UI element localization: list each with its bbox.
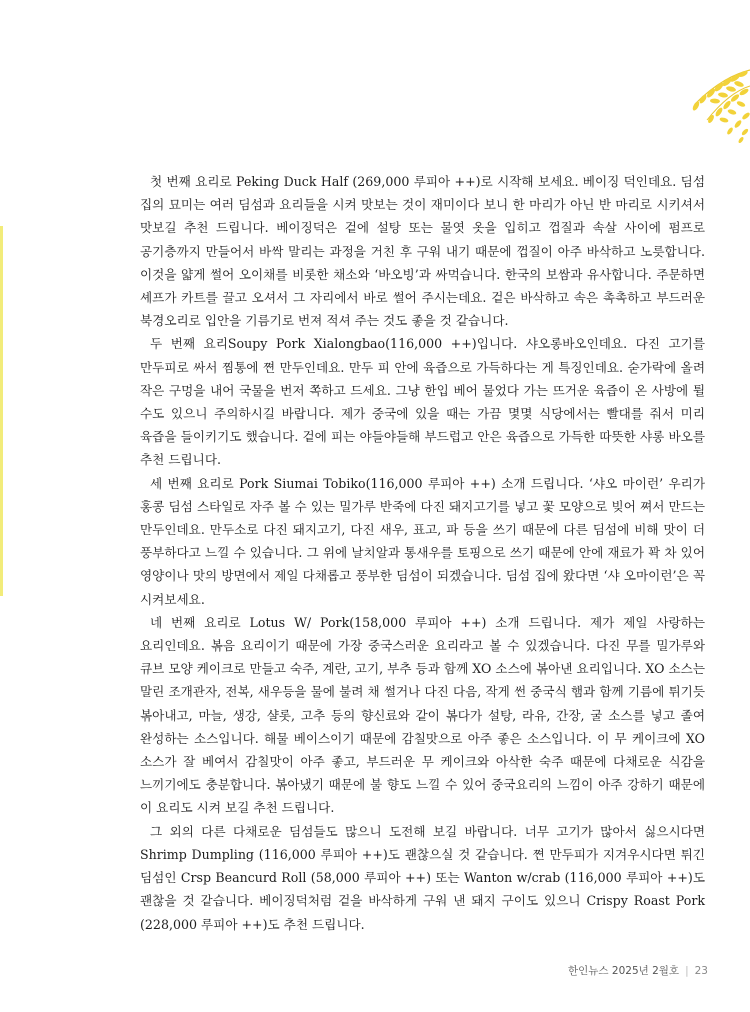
paragraph-lotus-pork: 네 번째 요리로 Lotus W/ Pork(158,000 루피아 ++) 소개 드립니다. 제가 제일 사랑하는 요리인데요. 볶음 요리이기 때문에 가장 중국스러운 요리라고 볼 수 있겠습니다. 다진 무를 밀가루와 큐브 모양 케이크로 만들고 숙주, 계란, 고기, 부추 등과 함께 XO 소스에 볶아낸 요리입니다. XO 소스는 말린 조개관자, 전복, 새우등을 물에 불려 채 썰거나 다진 다음, 작게 썬 중국식 햄과 함께 기름에 튀기듯 볶아내고, 마늘, 생강, 샬롯, 고추 등의 향신료와 같이 볶다가 설탕, 라유, 간장, 굴 소스를 넣고 졸여 완성하는 소스입니다. 해물 베이스이기 때문에 감칠맛으로 아주 좋은 소스입니다. 이 무 케이크에 XO 소스가 잘 베여서 감칠맛이 아주 좋고, 부드러운 무 케이크와 아삭한 숙주 때문에 다채로운 식감을 느끼기에도 충분합니다. 볶아냈기 때문에 불 향도 느낄 수 있어 중국요리의 느낌이 아주 강하기 때문에 이 요리도 시켜 보길 추천 드립니다. [140,614,705,816]
footer-separator: | [685,964,689,977]
yellow-leaves-icon [655,68,750,148]
page-footer [568,963,708,978]
article-body [140,170,705,936]
publication-name: 한인뉴스 2025년 2월호 [568,965,680,977]
paragraph-other-dimsum: 그 외의 다른 다채로운 딤섬들도 많으니 도전해 보길 바랍니다. 너무 고기가 많아서 싫으시다면 Shrimp Dumpling (116,000 루피아 ++)도 괜찮으실 것 같습니다. 쪈 만두피가 지겨우시다면 튀긴 딤섬인 Crsp Beancurd Roll (58,000 루피아 ++) 또는 Wanton w/crab (116,000 루피아 ++)도 괜찮을 것 같습니다. 베이징덕처럼 겉을 바삭하게 구워 낸 돼지 구이도 있으니 Crispy Roast Pork (228,000 루피아 ++)도 추천 드립니다. [140,823,705,932]
paragraph-xiaolongbao: 두 번째 요리Soupy Pork Xialongbao(116,000 ++)입니다. 샤오롱바오인데요. 다진 고기를 만두피로 싸서 찜통에 쪈 만두인데요. 만두 피 안에 육즙으로 가득하다는 게 특징인데요. 숟가락에 올려 작은 구멍을 내어 국물을 번저 쪽하고 드세요. 그냥 한입 베어 물었다 가는 뜨거운 육즙이 온 사방에 튈 수도 있으니 주의하시길 바랍니다. 제가 중국에 있을 때는 가끔 몇몇 식당에서는 빨대를 줘서 미리 육즙을 들이키기도 했습니다. 겉에 피는 야들야들해 부드럽고 안은 육즙으로 가득한 따뜻한 샤롱 바오를 추천 드립니다. [140,336,705,468]
paragraph-siumai: 세 번째 요리로 Pork Siumai Tobiko(116,000 루피아 ++) 소개 드립니다. ‘샤오 마이런’ 우리가 홍콩 딤섬 스타일로 자주 볼 수 있는 밀가루 반죽에 다진 돼지고기를 넣고 꽃 모양으로 빚어 쪄서 만드는 만두인데요. 만두소로 다진 돼지고기, 다진 새우, 표고, 파 등을 쓰기 때문에 다른 딤섬에 비해 맛이 더 풍부하다고 느낄 수 있습니다. 그 위에 날치알과 통새우를 토핑으로 쓰기 때문에 안에 재료가 꽉 차 있어 영양이나 맛의 방면에서 제일 다채롭고 풍부한 딤섬이 되겠습니다. 딤섬 집에 왔다면 ‘샤 오마이런’은 꼭 시켜보세요. [140,475,705,607]
page-number: 23 [694,964,708,977]
paragraph-peking-duck: 첫 번째 요리로 Peking Duck Half (269,000 루피아 ++)로 시작해 보세요. 베이징 덕인데요. 딤섬 집의 묘미는 여러 딤섬과 요리들을 시켜 맛보는 것이 재미이다 보니 한 마리가 아닌 반 마리로 시키셔서 맛보길 추천 드립니다. 베이징덕은 겉에 설탕 또는 물엿 옷을 입히고 껍질과 속살 사이에 펌프로 공기층까지 만들어서 바싹 말리는 과정을 거친 후 구워 내기 때문에 껍질이 아주 바삭하고 노릇합니다. 이것을 얇게 썰어 오이채를 비롯한 채소와 ‘바오빙’과 싸먹습니다. 한국의 보쌈과 유사합니다. 주문하면 셰프가 카트를 끌고 오셔서 그 자리에서 바로 썰어 주시는데요. 겉은 바삭하고 속은 촉촉하고 부드러운 북경오리로 입안을 기름기로 번져 적셔 주는 것도 좋을 것 같습니다. [140,174,705,329]
left-accent-bar [0,226,3,596]
